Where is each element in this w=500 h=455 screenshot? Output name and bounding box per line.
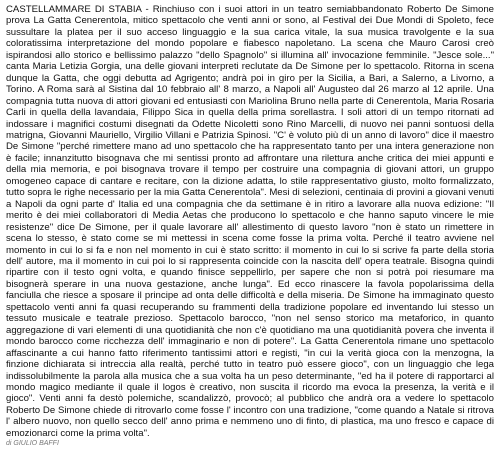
article-dateline: CASTELLAMMARE DI STABIA	[6, 4, 142, 15]
article-byline: di GIULIO BAFFI	[6, 440, 59, 448]
article-body-paragraph	[6, 4, 494, 439]
article-body: - Rinchiuso con i suoi attori in un teatro semiabbandonato Roberto De Simone prova La Gatta Cenerentola, mitico spettacolo che venti anni or sono, al Festival dei Due Mondi di Spoleto, fece sussultare la platea per il suo acceso linguaggio e la sua carica vitale, la sua musica travolgente e la sua coloratissima interpretazione del mondo popolare e fiabesco napoletano. La scena che Mauro Carosi creò ispirandosi allo storico e bellissimo palazzo "dello Spagnolo" si illumina all' invocazione femminile. "Jesce sole..." canta Maria Letizia Gorgia, una delle giovani interpreti reclutate da De Simone per lo spettacolo. Ritorna in scena dunque la Gatta, che oggi debutta ad Agrigento; andrà poi in giro per la Sicilia, a Bari, a Salerno, a Livorno, a Torino. A Roma sarà al Sistina dal 10 febbraio all' 8 marzo, a Napoli all' Augusteo dal 26 marzo al 12 aprile. Una compagnia tutta nuova di attori giovani ed entusiasti con Mariolina Bruno nella parte di Cenerentola, Maria Rosaria Carli in quella della lavandaia, Filippo Sica in quella della prima sorellastra. I soli attori di un tempo ritornati ad indossare i magnifici costumi disegnati da Odette Nicoletti sono Rino Marcelli, di nuovo nei panni sontuosi della matrigna, Giovanni Mauriello, Virgilio Villani e Patrizia Spinosi. "C' è voluto più di un anno di lavoro" dice il maestro De Simone "perché rimettere mano ad uno spettacolo che ha rappresentato tanto per una intera generazione non è facile; innanzitutto bisognava che mi sentissi pronto ad affrontare una rilettura anche critica dei miei appunti e della mia memoria, e poi bisognava trovare il tempo per costruire una compagnia di giovani attori, un gruppo omogeneo capace di cantare e recitare, con la dizione adatta, lo stile rappresentativo giusto, molto formalizzato, tutto sopra le righe necessario per la mia Gatta Cenerentola". Mesi di selezioni, centinaia di provini a giovani venuti a Napoli da ogni parte d' Italia ed una compagnia che da settimane è in ritiro a lavorare alla nuova edizione: "Il merito è dei miei collaboratori di Media Aetas che producono lo spettacolo e che hanno saputo vincere le mie resistenze" dice De Simone, per il quale lavorare all' allestimento di questo lavoro "non è stato un rimettere in scena lo stesso, è stato come se mi mettessi in scena come fosse la prima volta. Perché il teatro avviene nel momento in cui lo si fa e non nel momento in cui è stato scritto: il momento in cui lo si scrive fa parte della storia dell' autore, ma il momento in cui poi lo si rappresenta coincide con la nascita dell' opera teatrale. Bisogna quindi ripartire con il testo ogni volta, e quando finisce seppellirlo, per sapere che non si potrà poi riesumare ma bisognerà sperare in una nuova gestazione, anche lunga". Ed ecco rinascere la favola popolarissima della fanciulla che riesce a sposare il principe ad onta delle difficoltà e della miseria. De Simone ha immaginato questo spettacolo venti anni fa quasi recuperando su frammenti della tradizione popolare ed inventando lui stesso un tessuto musicale e teatrale prezioso. Spettacolo barocco, "non nel senso storico ma metaforico, in quanto aggregazione di vari elementi di una quotidianità che non c'è quotidiano ma una quotidianità povera che inventa il mondo barocco come ricchezza dell' immaginario e non di potere". La Gatta Cenerentola rimane uno spettacolo affascinante a cui hanno fatto riferimento tantissimi attori e registi, "in cui la verità gioca con la menzogna, la finzione dichiarata si intreccia alla realtà, perché tutto in teatro può essere gioco", con un linguaggio che lega indissolubilmente la parola alla musica che a sua volta ha un peso determinante, "ed ha il potere di rapportarci al mondo magico mediante il quale il logos è creativo, non suscita il ricordo ma evoca la presenza, la verità e il gioco". Venti anni fa destò polemiche, scandalizzò, provocò; al pubblico che andrà ora a vedere lo spettacolo Roberto De Simone chiede di ritrovarlo come fosse l' incontro con una tradizione, "come quando a Natale si ritrova l' albero nuovo, non quello secco dell' anno prima e nemmeno uno di finto, di plastica, ma uno fresco e capace di emozionarci come la prima volta".	[6, 4, 495, 439]
